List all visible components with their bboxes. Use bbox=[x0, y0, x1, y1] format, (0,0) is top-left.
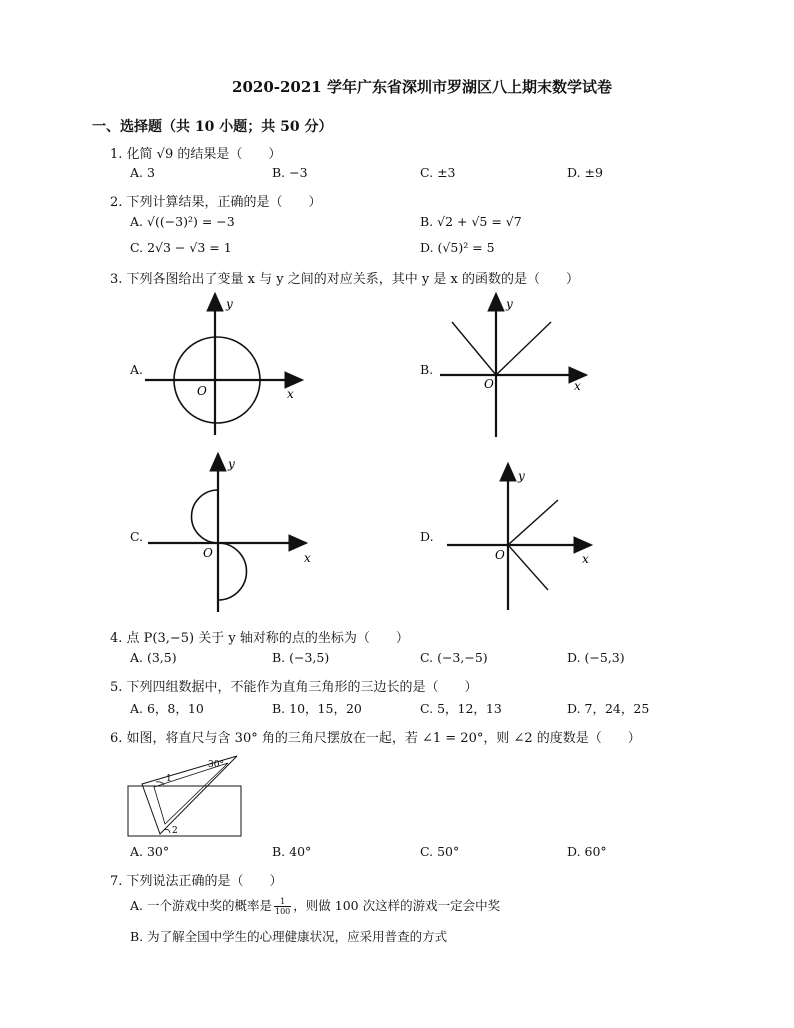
question-7-stem: 7. 下列说法正确的是（ ） bbox=[110, 874, 283, 889]
graph-b-v-shape bbox=[438, 290, 598, 440]
question-5-option-b: B. 10，15，20 bbox=[272, 701, 362, 716]
question-6-option-d: D. 60° bbox=[567, 844, 607, 859]
question-2-option-a: A. √((−3)²) = −3 bbox=[130, 214, 235, 229]
question-5-option-c: C. 5，12，13 bbox=[420, 701, 502, 716]
origin-label: O bbox=[197, 384, 207, 398]
question-6-stem: 6. 如图，将直尺与含 30° 角的三角尺摆放在一起，若 ∠1 = 20°，则 ∠2 的度数是（ ） bbox=[110, 731, 641, 746]
triangle-inner bbox=[154, 763, 228, 824]
question-7-option-a-prefix: A. 一个游戏中奖的概率是 bbox=[130, 898, 272, 913]
upper-semicircle bbox=[192, 490, 219, 543]
question-3-option-d: D. bbox=[420, 529, 434, 544]
question-1-stem: 1. 化简 √9 的结果是（ ） bbox=[110, 147, 282, 162]
question-4-option-a: A. (3,5) bbox=[130, 650, 177, 665]
angle-2-arc bbox=[164, 829, 170, 833]
question-3-option-c: C. bbox=[130, 529, 144, 544]
question-3-stem: 3. 下列各图给出了变量 x 与 y 之间的对应关系，其中 y 是 x 的函数的是（ ） bbox=[110, 272, 579, 287]
angle-2-label: 2 bbox=[172, 826, 178, 836]
question-7-option-a-suffix: ，则做 100 次这样的游戏一定会中奖 bbox=[293, 898, 501, 913]
question-7-option-b: B. 为了解全国中学生的心理健康状况，应采用普查的方式 bbox=[130, 929, 448, 944]
fraction-numerator: 1 bbox=[274, 897, 291, 907]
question-5-stem: 5. 下列四组数据中，不能作为直角三角形的三边长的是（ ） bbox=[110, 680, 478, 695]
question-2-option-c: C. 2√3 − √3 = 1 bbox=[130, 240, 232, 255]
question-5-option-a: A. 6，8，10 bbox=[130, 701, 204, 716]
origin-label: O bbox=[203, 546, 213, 560]
question-4-option-b: B. (−3,5) bbox=[272, 650, 330, 665]
y-label: y bbox=[228, 457, 235, 471]
question-6-option-b: B. 40° bbox=[272, 844, 312, 859]
origin-label: O bbox=[484, 377, 494, 391]
fraction-denominator: 100 bbox=[274, 907, 291, 916]
y-label: y bbox=[226, 297, 233, 311]
right-ray bbox=[496, 322, 551, 375]
question-7-option-a bbox=[130, 896, 500, 916]
x-label: x bbox=[582, 552, 589, 566]
question-1-option-c: C. ±3 bbox=[420, 165, 456, 180]
question-4-stem: 4. 点 P(3,−5) 关于 y 轴对称的点的坐标为（ ） bbox=[110, 631, 409, 646]
question-1-option-d: D. ±9 bbox=[567, 165, 603, 180]
graph-c-semicircles bbox=[146, 450, 326, 615]
question-3-option-b: B. bbox=[420, 362, 434, 377]
y-label: y bbox=[506, 297, 513, 311]
question-4-option-d: D. (−5,3) bbox=[567, 650, 625, 665]
question-6-option-c: C. 50° bbox=[420, 844, 460, 859]
question-2-option-b: B. √2 + √5 = √7 bbox=[420, 214, 522, 229]
question-5-option-d: D. 7，24，25 bbox=[567, 701, 650, 716]
question-1-option-b: B. −3 bbox=[272, 165, 308, 180]
lower-semicircle bbox=[218, 543, 247, 600]
question-1-option-a: A. 3 bbox=[130, 165, 155, 180]
y-label: y bbox=[518, 469, 525, 483]
angle-30-label: 30° bbox=[208, 760, 224, 770]
origin-label: O bbox=[495, 548, 505, 562]
question-4-option-c: C. (−3,−5) bbox=[420, 650, 488, 665]
question-6-option-a: A. 30° bbox=[130, 844, 170, 859]
angle-1-label: 1 bbox=[166, 774, 172, 784]
x-label: x bbox=[574, 379, 581, 393]
section-heading: 一、选择题（共 10 小题；共 50 分） bbox=[92, 119, 333, 135]
upper-ray bbox=[508, 500, 558, 545]
x-label: x bbox=[304, 551, 311, 565]
question-2-option-d: D. (√5)² = 5 bbox=[420, 240, 495, 255]
ruler-triangle-figure bbox=[120, 750, 250, 840]
question-3-option-a: A. bbox=[130, 362, 144, 377]
question-2-stem: 2. 下列计算结果，正确的是（ ） bbox=[110, 195, 322, 210]
page-title: 2020-2021 学年广东省深圳市罗湖区八上期末数学试卷 bbox=[232, 78, 612, 96]
graph-a-circle bbox=[140, 290, 320, 440]
left-ray bbox=[452, 322, 496, 375]
x-label: x bbox=[287, 387, 294, 401]
fraction-1-100 bbox=[274, 897, 291, 916]
lower-ray bbox=[508, 545, 548, 590]
graph-d-three-rays bbox=[445, 460, 605, 615]
